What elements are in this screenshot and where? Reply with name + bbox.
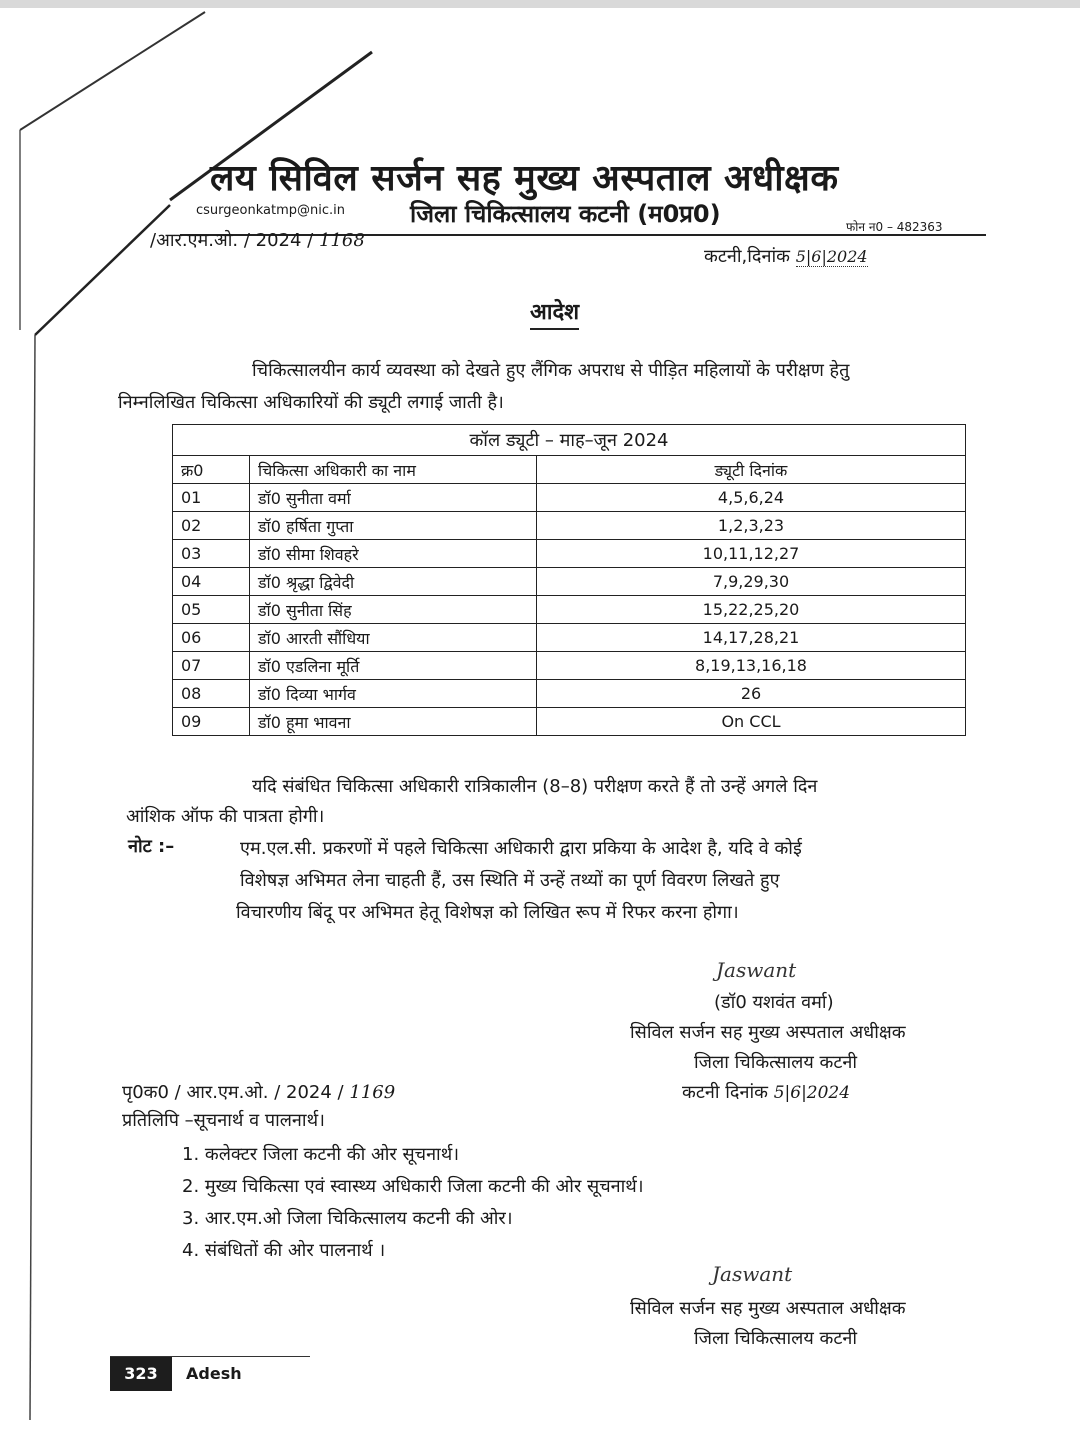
officer-name: डॉ0 एडलिना मूर्ति bbox=[250, 652, 537, 680]
table-row bbox=[173, 568, 966, 596]
duty-table-caption: कॉल ड्यूटी – माह–जून 2024 bbox=[173, 425, 966, 456]
order-title: आदेश bbox=[530, 296, 579, 330]
duty-dates: 10,11,12,27 bbox=[537, 540, 966, 568]
eligibility-line-1: यदि संबंधित चिकित्सा अधिकारी रात्रिकालीन (8–8) परीक्षण करते हैं तो उन्हें अगले दिन bbox=[252, 776, 818, 797]
officer-name: डॉ0 हूमा भावना bbox=[250, 708, 537, 736]
footer-label: Adesh bbox=[186, 1364, 242, 1383]
signatory-2-office: जिला चिकित्सालय कटनी bbox=[694, 1328, 858, 1349]
reference-handwritten: 1168 bbox=[318, 230, 365, 251]
table-row bbox=[173, 512, 966, 540]
note-label: नोट :– bbox=[128, 836, 175, 857]
issue-date bbox=[704, 244, 868, 268]
duty-table bbox=[172, 424, 966, 736]
table-row bbox=[173, 596, 966, 624]
copy-label: प्रतिलिपि –सूचनार्थ व पालनार्थ। bbox=[122, 1110, 325, 1131]
officer-name: डॉ0 दिव्या भार्गव bbox=[250, 680, 537, 708]
row-number: 06 bbox=[173, 624, 250, 652]
row-number: 01 bbox=[173, 484, 250, 512]
duty-dates: 4,5,6,24 bbox=[537, 484, 966, 512]
table-row bbox=[173, 624, 966, 652]
intro-line-2: निम्नलिखित चिकित्सा अधिकारियों की ड्यूटी लगाई जाती है। bbox=[118, 392, 504, 413]
row-number: 09 bbox=[173, 708, 250, 736]
column-header-name: चिकित्सा अधिकारी का नाम bbox=[250, 456, 537, 484]
note-line-1: एम.एल.सी. प्रकरणों में पहले चिकित्सा अधिकारी द्वारा प्रकिया के आदेश है, यदि वे कोई bbox=[240, 838, 802, 859]
note-line-2: विशेषज्ञ अभिमत लेना चाहती हैं, उस स्थिति में उन्हें तथ्यों का पूर्ण विवरण लिखते हुए bbox=[240, 870, 780, 891]
list-item: 2. मुख्य चिकित्सा एवं स्वास्थ्य अधिकारी जिला कटनी की ओर सूचनार्थ। bbox=[182, 1176, 644, 1197]
list-item: 4. संबंधितों की ओर पालनार्थ । bbox=[182, 1240, 386, 1261]
row-number: 05 bbox=[173, 596, 250, 624]
page-number: 323 bbox=[110, 1357, 172, 1391]
signature-date-handwritten: 5|6|2024 bbox=[773, 1083, 851, 1103]
officer-name: डॉ0 सुनीता सिंह bbox=[250, 596, 537, 624]
row-number: 03 bbox=[173, 540, 250, 568]
column-header-no: क्र0 bbox=[173, 456, 250, 484]
reference-printed: /आर.एम.ओ. / 2024 / bbox=[150, 230, 314, 251]
duty-dates: 1,2,3,23 bbox=[537, 512, 966, 540]
copy-reference-handwritten: 1169 bbox=[349, 1082, 396, 1103]
table-row bbox=[173, 540, 966, 568]
row-number: 07 bbox=[173, 652, 250, 680]
row-number: 02 bbox=[173, 512, 250, 540]
signature-handwritten: Jaswant bbox=[716, 958, 797, 982]
officer-name: डॉ0 सुनीता वर्मा bbox=[250, 484, 537, 512]
officer-name: डॉ0 सीमा शिवहरे bbox=[250, 540, 537, 568]
table-row bbox=[173, 680, 966, 708]
signatory-office: जिला चिकित्सालय कटनी bbox=[694, 1052, 858, 1073]
office-email: csurgeonkatmp@nic.in bbox=[196, 203, 345, 218]
list-item: 3. आर.एम.ओ जिला चिकित्सालय कटनी की ओर। bbox=[182, 1208, 513, 1229]
signatory-title: सिविल सर्जन सह मुख्य अस्पताल अधीक्षक bbox=[630, 1022, 906, 1043]
row-number: 04 bbox=[173, 568, 250, 596]
signature-date bbox=[682, 1080, 850, 1104]
signature-date-label: कटनी दिनांक bbox=[682, 1082, 768, 1103]
list-item: 1. कलेक्टर जिला कटनी की ओर सूचनार्थ। bbox=[182, 1144, 460, 1165]
eligibility-line-2: आंशिक ऑफ की पात्रता होगी। bbox=[126, 806, 325, 827]
note-line-3: विचारणीय बिंदू पर अभिमत हेतू विशेषज्ञ को लिखित रूप में रिफर करना होगा। bbox=[236, 902, 739, 923]
officer-name: डॉ0 श्रृद्धा द्विवेदी bbox=[250, 568, 537, 596]
reference-number bbox=[150, 228, 365, 252]
duty-dates: 14,17,28,21 bbox=[537, 624, 966, 652]
row-number: 08 bbox=[173, 680, 250, 708]
column-header-dates: ड्यूटी दिनांक bbox=[537, 456, 966, 484]
copy-reference-printed: पृ0क0 / आर.एम.ओ. / 2024 / bbox=[122, 1082, 344, 1103]
date-label: कटनी,दिनांक bbox=[704, 246, 790, 267]
intro-line-1: चिकित्सालयीन कार्य व्यवस्था को देखते हुए लैंगिक अपराध से पीड़ित महिलायों के परीक्षण हेतु bbox=[252, 360, 850, 381]
page-footer bbox=[110, 1356, 310, 1391]
table-row bbox=[173, 708, 966, 736]
office-title: लय सिविल सर्जन सह मुख्य अस्पताल अधीक्षक bbox=[210, 158, 839, 199]
duty-dates: 7,9,29,30 bbox=[537, 568, 966, 596]
office-subtitle: जिला चिकित्सालय कटनी (म0प्र0) bbox=[410, 200, 721, 228]
table-row bbox=[173, 652, 966, 680]
duty-dates: 26 bbox=[537, 680, 966, 708]
signatory-name: (डॉ0 यशवंत वर्मा) bbox=[714, 992, 834, 1013]
signatory-2-title: सिविल सर्जन सह मुख्य अस्पताल अधीक्षक bbox=[630, 1298, 906, 1319]
officer-name: डॉ0 आरती सौंधिया bbox=[250, 624, 537, 652]
signature-2-handwritten: Jaswant bbox=[712, 1262, 793, 1286]
duty-dates: 15,22,25,20 bbox=[537, 596, 966, 624]
duty-dates: On CCL bbox=[537, 708, 966, 736]
office-phone: फोन न0 – 482363 bbox=[846, 220, 943, 234]
table-row bbox=[173, 484, 966, 512]
duty-dates: 8,19,13,16,18 bbox=[537, 652, 966, 680]
copy-reference bbox=[122, 1080, 395, 1104]
officer-name: डॉ0 हर्षिता गुप्ता bbox=[250, 512, 537, 540]
date-handwritten: 5|6|2024 bbox=[795, 247, 868, 266]
